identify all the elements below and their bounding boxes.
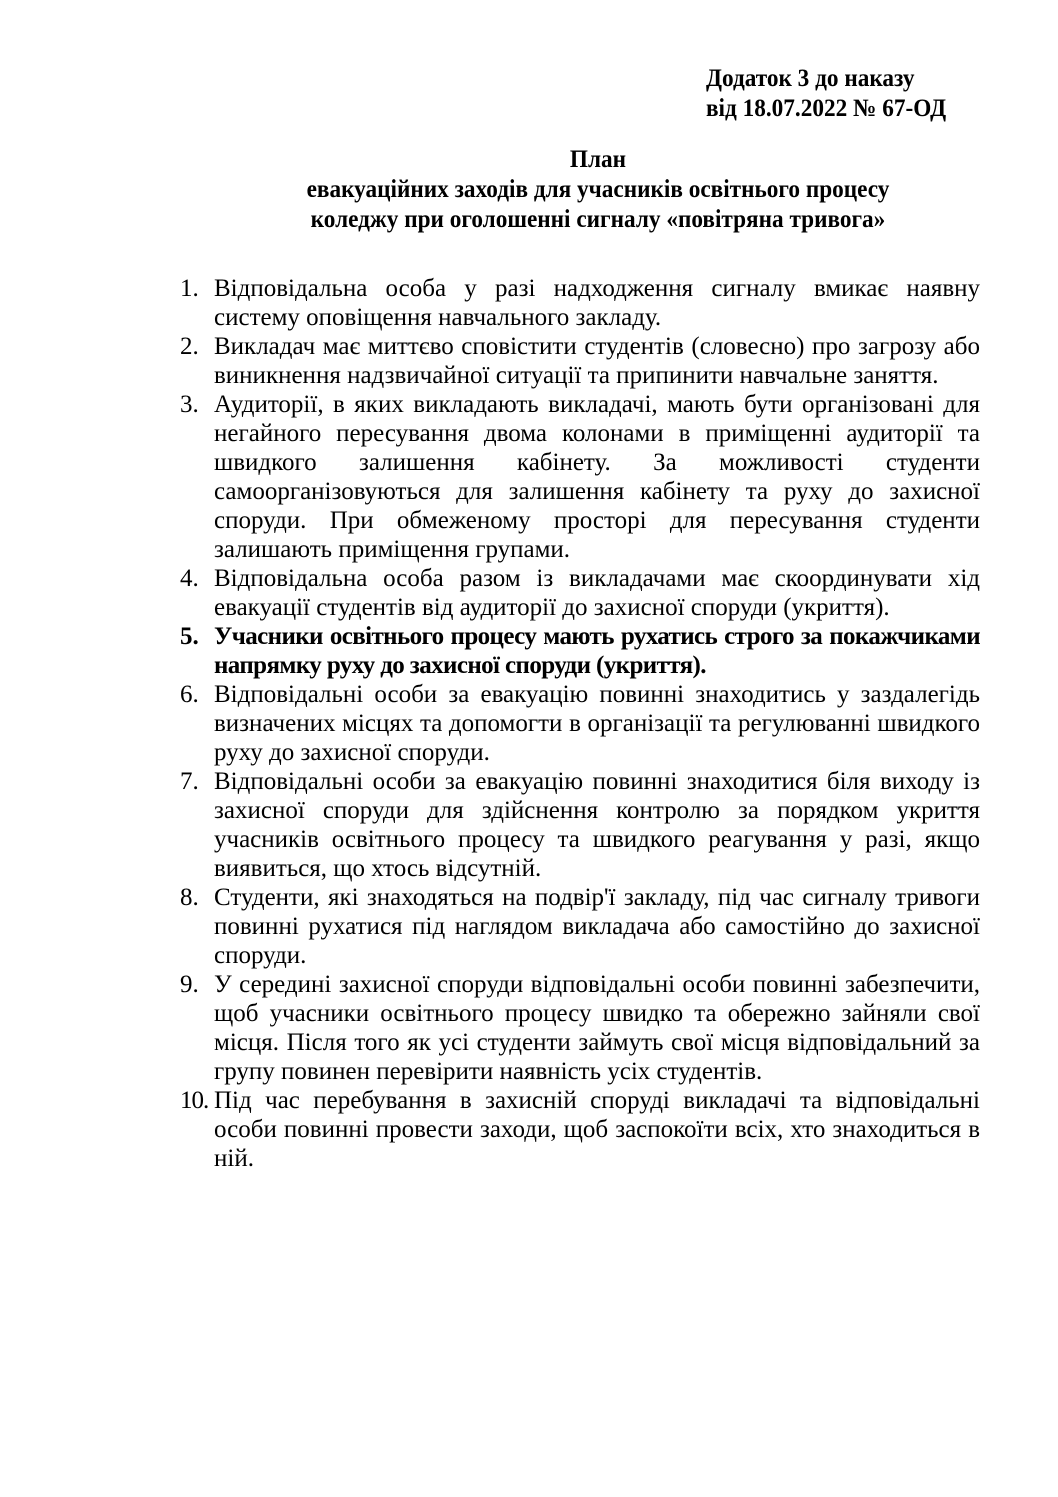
item-text: Студенти, які знаходяться на подвір'ї закладу, під час сигналу тривоги повинні рухатися під наглядом викладача або самостійно до захисної споруди. (214, 884, 980, 969)
list-item (180, 767, 980, 883)
item-number: 2. (180, 333, 199, 360)
annex-line-1: Додаток 3 до наказу (706, 65, 915, 92)
title-line-1: План (569, 146, 627, 173)
list-item (180, 883, 980, 970)
document-title (0, 145, 1058, 235)
item-text: Аудиторії, в яких викладають викладачі, мають бути організовані для негайного пересування двома колонами в приміщенні аудиторії та швидкого залишення кабінету. За можливості студенти самоорганізовуються для залишення кабінету та руху до захисної споруди. При обмеженому просторі для пересування студенти залишають приміщення групами. (214, 391, 980, 563)
item-text: Учасники освітнього процесу мають рухатись строго за покажчиками напрямку руху до захисної споруди (укриття). (214, 623, 980, 679)
item-number: 3. (180, 391, 199, 418)
title-line-2: евакуаційних заходів для учасників освітнього процесу (306, 176, 890, 203)
item-number: 4. (180, 565, 199, 592)
title-line-3: коледжу при оголошенні сигналу «повітряна тривога» (310, 206, 886, 233)
item-text: Викладач має миттєво сповістити студентів (словесно) про загрозу або виникнення надзвичайної ситуації та припинити навчальне заняття. (214, 333, 980, 389)
list-item (180, 1086, 980, 1173)
item-number: 1. (180, 275, 199, 302)
list-item-emphasized (180, 622, 980, 680)
item-text: Відповідальні особи за евакуацію повинні знаходитися біля виходу із захисної споруди для здійснення контролю за порядком укриття учасників освітнього процесу та швидкого реагування у разі, якщо виявиться, що хтось відсутній. (214, 768, 980, 882)
annex-line-2: від 18.07.2022 № 67-ОД (706, 95, 947, 122)
item-text: Відповідальна особа у разі надходження сигналу вмикає наявну систему оповіщення навчального закладу. (214, 275, 980, 331)
item-number: 8. (180, 884, 199, 911)
item-number: 10. (180, 1087, 209, 1114)
list-item (180, 564, 980, 622)
list-item (180, 680, 980, 767)
evacuation-steps-list (180, 274, 980, 1173)
list-item (180, 970, 980, 1086)
item-number: 9. (180, 971, 199, 998)
item-text: У середині захисної споруди відповідальні особи повинні забезпечити, щоб учасники освітнього процесу швидко та обережно зайняли свої місця. Після того як усі студенти займуть свої місця відповідальний за групу повинен перевірити наявність усіх студентів. (214, 971, 980, 1085)
annex-reference (706, 64, 946, 124)
list-item (180, 274, 980, 332)
list-item (180, 390, 980, 564)
item-text: Відповідальна особа разом із викладачами має скоординувати хід евакуації студентів від аудиторії до захисної споруди (укриття). (214, 565, 980, 621)
list-item (180, 332, 980, 390)
item-number: 6. (180, 681, 199, 708)
item-number: 7. (180, 768, 199, 795)
item-text: Під час перебування в захисній споруді викладачі та відповідальні особи повинні провести заходи, щоб заспокоїти всіх, хто знаходиться в ній. (214, 1087, 980, 1172)
item-text: Відповідальні особи за евакуацію повинні знаходитись у заздалегідь визначених місцях та допомогти в організації та регулюванні швидкого руху до захисної споруди. (214, 681, 980, 766)
item-number: 5. (180, 623, 199, 650)
